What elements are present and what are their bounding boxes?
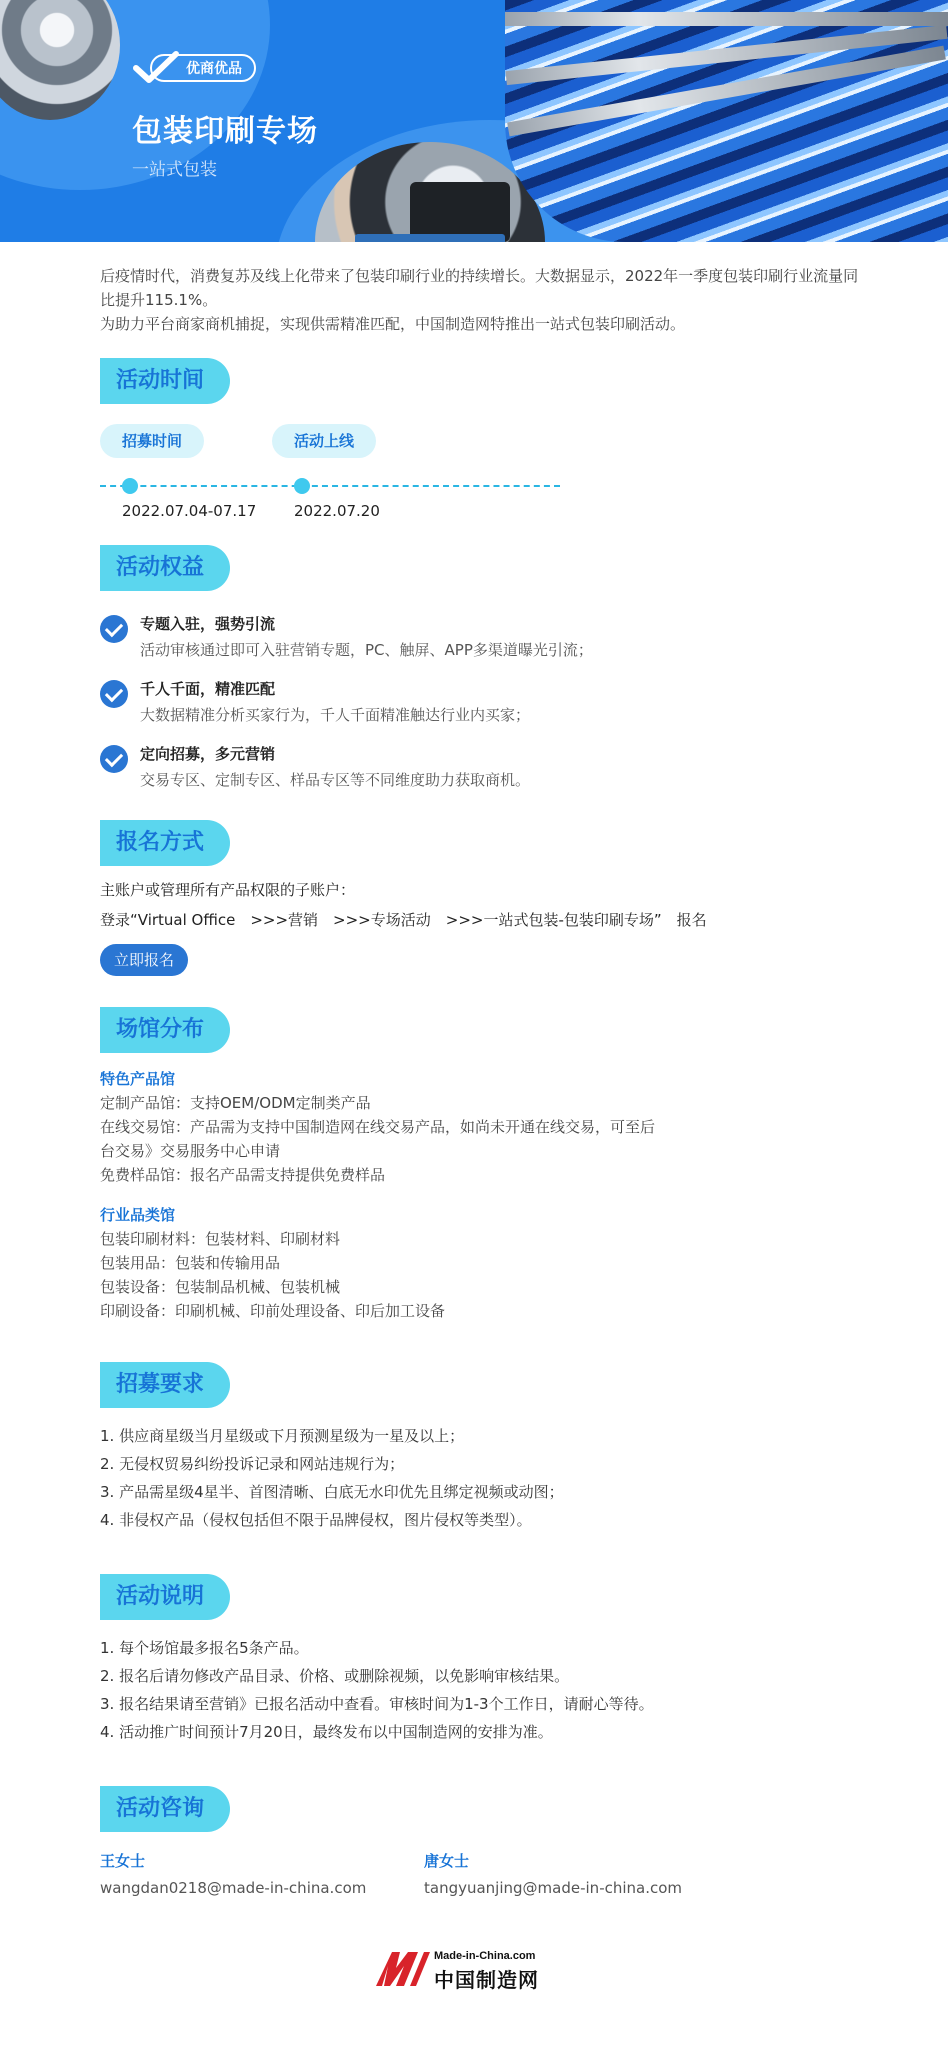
benefits-section	[100, 545, 860, 795]
page-title: 包装印刷专场	[132, 114, 318, 149]
venue-line: 包装用品：包装和传输用品	[100, 1254, 281, 1272]
signup-button[interactable]: 立即报名	[100, 944, 188, 976]
list-item: 2. 无侵权贸易纠纷投诉记录和网站违规行为；	[100, 1455, 405, 1473]
notes-section	[100, 1574, 860, 1764]
press-roller	[505, 12, 948, 26]
venue-line: 包装印刷材料：包装材料、印刷材料	[100, 1230, 341, 1248]
section-title: 活动说明	[100, 1574, 230, 1620]
signup-section	[100, 820, 860, 980]
signup-instruction: 主账户或管理所有产品权限的子账户：	[100, 881, 356, 899]
made-in-china-logo[interactable]	[374, 1944, 574, 1994]
logo-english: Made-in-China.com	[434, 1950, 536, 1962]
checkmark-icon	[132, 50, 180, 86]
section-title: 报名方式	[100, 820, 230, 866]
venue-group-title: 行业品类馆	[100, 1206, 176, 1224]
timeline-label: 活动上线	[272, 424, 376, 458]
contact-section	[100, 1786, 860, 1896]
timeline-date: 2022.07.20	[294, 502, 380, 520]
timeline-dot	[122, 478, 138, 494]
section-title: 招募要求	[100, 1362, 230, 1408]
benefit-title: 千人千面，精准匹配	[140, 680, 276, 698]
venue-line: 包装设备：包装制品机械、包装机械	[100, 1278, 341, 1296]
venue-group	[100, 1067, 655, 1187]
section-title: 活动权益	[100, 545, 230, 591]
benefit-desc: 大数据精准分析买家行为，千人千面精准触达行业内买家；	[140, 706, 531, 724]
check-circle-icon	[100, 615, 128, 643]
quality-badge	[132, 50, 256, 86]
section-title: 活动时间	[100, 358, 230, 404]
requirements-list	[100, 1422, 564, 1534]
contact-email[interactable]: wangdan0218@made-in-china.com	[100, 1879, 367, 1897]
list-item: 3. 报名结果请至营销》已报名活动中查看。审核时间为1-3个工作日，请耐心等待。	[100, 1695, 654, 1713]
list-item: 4. 活动推广时间预计7月20日，最终发布以中国制造网的安排为准。	[100, 1723, 553, 1741]
list-item: 4. 非侵权产品（侵权包括但不限于品牌侵权，图片侵权等类型）。	[100, 1511, 532, 1529]
contact-name: 王女士	[100, 1852, 146, 1870]
contact-email[interactable]: tangyuanjing@made-in-china.com	[424, 1879, 683, 1897]
benefit-title: 定向招募，多元营销	[140, 745, 276, 763]
benefit-title: 专题入驻，强势引流	[140, 615, 276, 633]
intro-paragraph: 后疫情时代，消费复苏及线上化带来了包装印刷行业的持续增长。大数据显示，2022年一季度包装印刷行业流量同比提升115.1%。	[100, 267, 859, 309]
timeline-dot	[294, 478, 310, 494]
check-circle-icon	[100, 745, 128, 773]
time-section	[100, 358, 860, 528]
benefit-desc: 交易专区、定制专区、样品专区等不同维度助力获取商机。	[140, 771, 531, 789]
venue-group	[100, 1203, 445, 1323]
hero-banner	[0, 0, 948, 242]
printing-press-photo	[505, 0, 948, 242]
venues-section	[100, 1007, 860, 1337]
machine-table-shape	[355, 234, 505, 242]
requirements-section	[100, 1362, 860, 1552]
venue-line: 印刷设备：印刷机械、印前处理设备、印后加工设备	[100, 1302, 446, 1320]
list-item: 1. 供应商星级当月星级或下月预测星级为一星及以上；	[100, 1427, 465, 1445]
intro-paragraph: 为助力平台商家商机捕捉，实现供需精准匹配，中国制造网特推出一站式包装印刷活动。	[100, 315, 686, 333]
machine-shape	[410, 182, 510, 242]
contact-card	[424, 1850, 682, 1897]
notes-list	[100, 1634, 654, 1746]
badge-label: 优商优品	[150, 54, 256, 82]
contact-name: 唐女士	[424, 1852, 470, 1870]
timeline-label: 招募时间	[100, 424, 204, 458]
check-circle-icon	[100, 680, 128, 708]
list-item: 3. 产品需星级4星半、首图清晰、白底无水印优先且绑定视频或动图；	[100, 1483, 564, 1501]
venue-line: 免费样品馆：报名产品需支持提供免费样品	[100, 1166, 386, 1184]
contact-card	[100, 1850, 366, 1897]
intro-section	[100, 264, 860, 336]
venue-line: 定制产品馆：支持OEM/ODM定制类产品	[100, 1094, 371, 1112]
list-item: 1. 每个场馆最多报名5条产品。	[100, 1639, 309, 1657]
logo-chinese: 中国制造网	[434, 1968, 539, 1992]
list-item: 2. 报名后请勿修改产品目录、价格、或删除视频，以免影响审核结果。	[100, 1667, 570, 1685]
press-roller	[505, 25, 947, 85]
venue-group-title: 特色产品馆	[100, 1070, 176, 1088]
signup-path: 登录“Virtual Office >>>营销 >>>专场活动 >>>一站式包装-包装印刷专场” 报名	[100, 911, 707, 929]
timeline-line	[100, 485, 560, 487]
section-title: 活动咨询	[100, 1786, 230, 1832]
timeline-date: 2022.07.04-07.17	[122, 502, 257, 520]
venue-line: 在线交易馆：产品需为支持中国制造网在线交易产品，如尚未开通在线交易，可至后	[100, 1118, 656, 1136]
section-title: 场馆分布	[100, 1007, 230, 1053]
page-subtitle: 一站式包装	[132, 160, 217, 180]
benefit-desc: 活动审核通过即可入驻营销专题，PC、触屏、APP多渠道曝光引流；	[140, 641, 593, 659]
venue-line: 台交易》交易服务中心申请	[100, 1142, 281, 1160]
logo-m-icon	[374, 1948, 432, 1988]
